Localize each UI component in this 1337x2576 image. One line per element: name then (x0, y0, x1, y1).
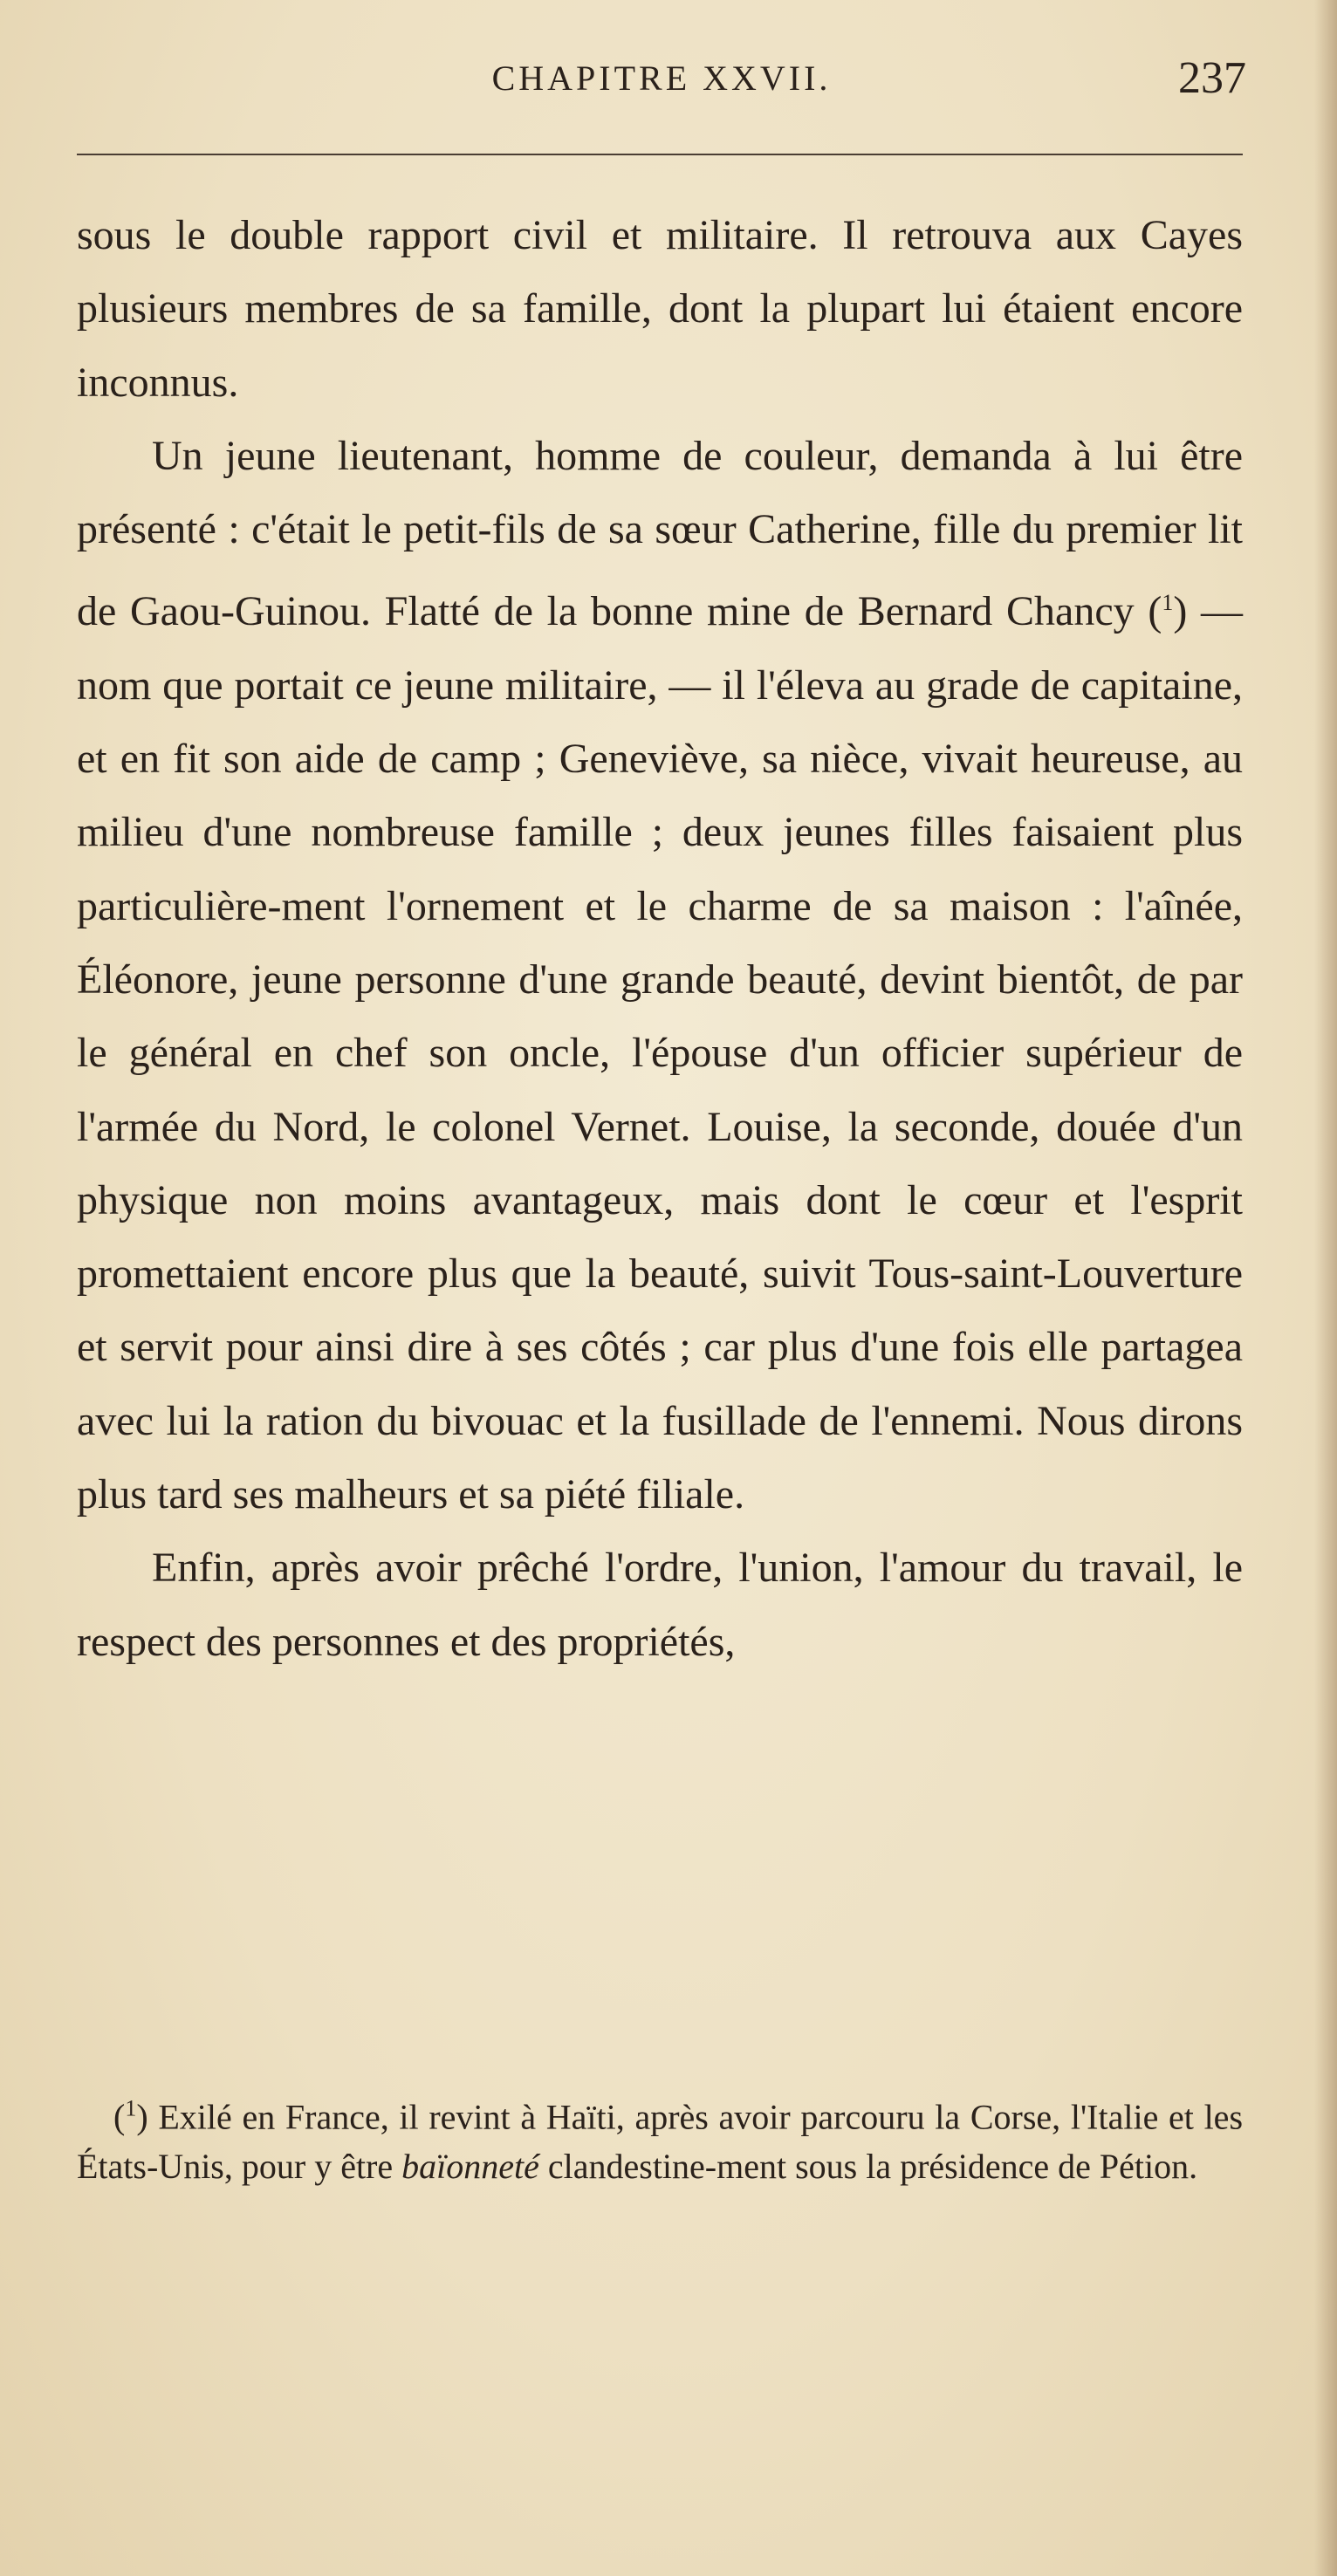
footnote-text-a: Exilé en France, il revint à Haïti, après avoir parcouru la Corse, l'Italie et les États-Unis, pour y être (77, 2097, 1244, 2187)
footnote-text-b: clandestine-ment sous la présidence de Pétion. (547, 2147, 1198, 2187)
footnote-1 (77, 2084, 1243, 2191)
page-edge-shadow (1314, 0, 1337, 2576)
body-text (77, 199, 1243, 1679)
footnote-marker-number: 1 (125, 2096, 137, 2121)
footnote-area (77, 2084, 1243, 2191)
paragraph-2-part-a: Un jeune lieutenant, homme de couleur, demanda à lui être présenté : c'était le petit-fils de sa sœur Catherine, fille du premier lit de Gaou-Guinou. Flatté de la bonne mine de Bernard Chancy (77, 432, 1243, 635)
footnote-reference[interactable]: ($^1$) (1148, 588, 1188, 635)
header-rule (77, 154, 1243, 155)
paragraph-1: sous le double rapport civil et militaire. Il retrouva aux Cayes plusieurs membres de sa famille, dont la plupart lui étaient encore inconnus. (77, 212, 1243, 406)
paragraph-2 (77, 420, 1243, 1531)
footnote-reference-number: 1 (1162, 590, 1174, 616)
footnote-italic-word: baïonneté (401, 2147, 539, 2187)
chapter-title: CHAPITRE XXVII. (491, 58, 832, 98)
footnote-marker: ($^1$) (113, 2096, 148, 2137)
paragraph-3: Enfin, après avoir prêché l'ordre, l'union, l'amour du travail, le respect des personnes et des propriétés, (77, 1545, 1243, 1665)
running-header (77, 53, 1246, 119)
page-number: 237 (1178, 53, 1246, 103)
paragraph-2-part-b: — nom que portait ce jeune militaire, — il l'éleva au grade de capitaine, et en fit son aide de camp ; Geneviève, sa nièce, vivait heureuse, au milieu d'une nombreuse famille ; deux jeunes filles faisaient plus particulière-ment l'ornement et le charme de sa maison : l'aînée, Éléonore, jeune personne d'une grande beauté, devint bientôt, de par le général en chef son oncle, l'épouse d'un officier supérieur de l'armée du Nord, le colonel Vernet. Louise, la seconde, douée d'un physique non moins avantageux, mais dont le cœur et l'esprit promettaient encore plus que la beauté, suivit Tous-saint-Louverture et servit pour ainsi dire à ses côtés ; car plus d'une fois elle partagea avec lui la ration du bivouac et la fusillade de l'ennemi. Nous dirons plus tard ses malheurs et sa piété filiale. (77, 588, 1243, 1518)
